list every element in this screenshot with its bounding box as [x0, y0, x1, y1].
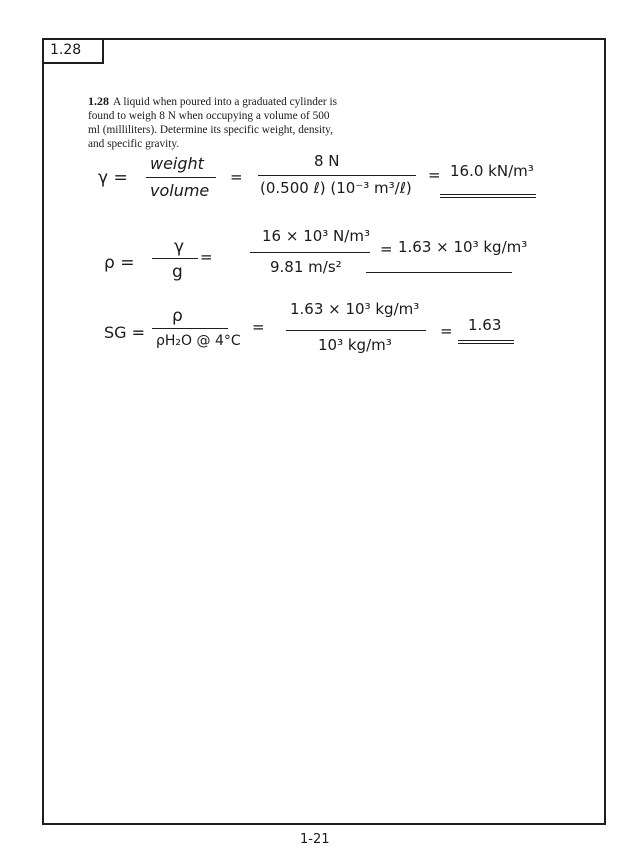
problem-statement [88, 95, 338, 152]
rho-val-line [250, 252, 370, 253]
sg-val-den: 10³ kg/m³ [318, 336, 392, 354]
sg-frac-num: ρ [172, 306, 183, 326]
sg-val-line [286, 330, 426, 331]
sg-eq2: = [440, 322, 453, 340]
gamma-result: 16.0 kN/m³ [450, 162, 534, 180]
problem-tab: 1.28 [42, 38, 104, 64]
rho-result: 1.63 × 10³ kg/m³ [398, 238, 528, 256]
rho-val-num: 16 × 10³ N/m³ [262, 227, 370, 245]
gamma-frac-num: weight [150, 154, 204, 173]
problem-number: 1.28 [88, 94, 109, 108]
rho-eq2: = [380, 240, 393, 258]
rho-answer-line [366, 272, 512, 273]
sg-eq1: = [252, 318, 265, 336]
gamma-val-num: 8 N [314, 152, 340, 170]
gamma-val-line [258, 175, 416, 176]
rho-symbol: ρ = [104, 253, 135, 273]
sg-symbol: SG = [104, 323, 146, 342]
gamma-symbol: γ = [98, 168, 128, 188]
gamma-eq2: = [428, 166, 441, 184]
gamma-eq1: = [230, 168, 243, 186]
gamma-answer-line-2 [440, 197, 536, 198]
sg-frac-den: ρH₂O @ 4°C [156, 333, 241, 349]
sg-answer-line-1 [458, 340, 514, 341]
problem-text: A liquid when poured into a graduated cylinder is found to weigh 8 N when occupying a volume of 500 ml (milliliters). Determine its specific weight, density, and specific gravity. [88, 96, 338, 150]
rho-frac-den: g [172, 262, 183, 282]
page-number: 1-21 [300, 832, 330, 847]
sg-answer-line-2 [458, 343, 514, 344]
rho-eq1: = [200, 248, 213, 266]
sg-result: 1.63 [468, 316, 502, 334]
gamma-frac-line [146, 177, 216, 178]
rho-frac-num: γ [174, 237, 185, 257]
sg-val-num: 1.63 × 10³ kg/m³ [290, 300, 420, 318]
gamma-answer-line-1 [440, 194, 536, 195]
sg-frac-line [152, 328, 228, 329]
rho-val-den: 9.81 m/s² [270, 258, 342, 276]
gamma-val-den: (0.500 ℓ) (10⁻³ m³/ℓ) [260, 179, 412, 197]
rho-frac-line [152, 258, 198, 259]
gamma-frac-den: volume [150, 181, 210, 200]
